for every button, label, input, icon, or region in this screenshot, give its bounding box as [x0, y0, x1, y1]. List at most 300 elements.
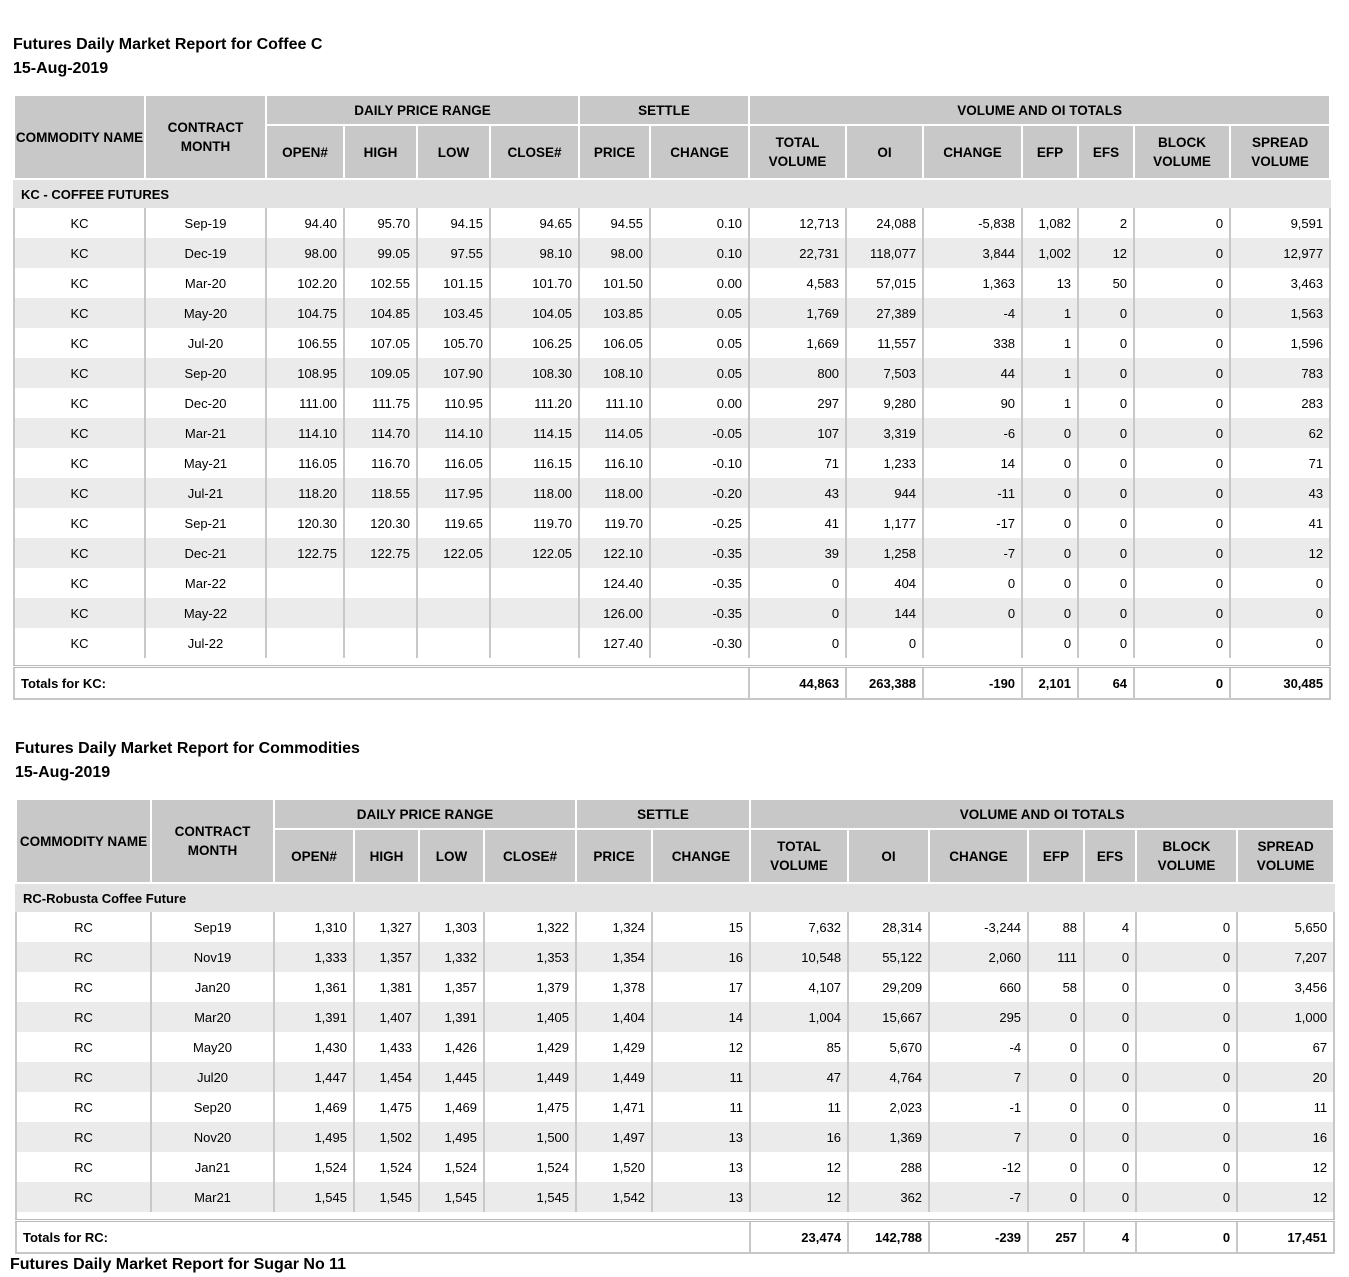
cell-oi-change: -7	[929, 1182, 1028, 1212]
cell-efp: 58	[1028, 972, 1084, 1002]
cell-efp: 111	[1028, 942, 1084, 972]
table-row	[16, 912, 1334, 942]
total-efs: 4	[1084, 1221, 1136, 1254]
cell-settle-change: -0.30	[650, 628, 749, 658]
cell-oi-change: -4	[929, 1032, 1028, 1062]
cell-high: 95.70	[344, 208, 417, 238]
cell-close: 1,429	[484, 1032, 576, 1062]
cell-total-volume: 4,107	[750, 972, 848, 1002]
cell-total-volume: 0	[749, 628, 846, 658]
cell-settle-change: -0.25	[650, 508, 749, 538]
cell-high: 107.05	[344, 328, 417, 358]
cell-oi-change: 44	[923, 358, 1022, 388]
cell-high: 1,475	[354, 1092, 419, 1122]
cell-settle-change: 16	[652, 942, 750, 972]
cell-high: 122.75	[344, 538, 417, 568]
cell-efs: 0	[1078, 358, 1134, 388]
cell-efp: 13	[1022, 268, 1078, 298]
cell-block-volume: 0	[1136, 1182, 1237, 1212]
cell-close: 1,353	[484, 942, 576, 972]
cell-efs: 0	[1078, 598, 1134, 628]
cell-block-volume: 0	[1134, 508, 1230, 538]
total-oi-change: -239	[929, 1221, 1028, 1254]
cell-close: 1,405	[484, 1002, 576, 1032]
cell-settle-price: 118.00	[579, 478, 650, 508]
cell-contract-month: May20	[151, 1032, 274, 1062]
cell-block-volume: 0	[1134, 298, 1230, 328]
cell-commodity: KC	[14, 448, 145, 478]
cell-efp: 0	[1028, 1002, 1084, 1032]
cell-low: 110.95	[417, 388, 490, 418]
cell-oi: 3,319	[846, 418, 923, 448]
cell-spread-volume: 11	[1237, 1092, 1334, 1122]
header-volume-oi-totals: VOLUME AND OI TOTALS	[749, 95, 1330, 125]
report-title-commodities	[15, 737, 360, 785]
cell-open: 1,469	[274, 1092, 354, 1122]
cell-settle-price: 127.40	[579, 628, 650, 658]
cell-contract-month: Dec-19	[145, 238, 266, 268]
cell-spread-volume: 0	[1230, 628, 1330, 658]
cell-efp: 0	[1028, 1062, 1084, 1092]
cell-close: 116.15	[490, 448, 579, 478]
cell-settle-price: 1,404	[576, 1002, 652, 1032]
cell-total-volume: 10,548	[750, 942, 848, 972]
cell-contract-month: May-21	[145, 448, 266, 478]
cell-oi-change: 7	[929, 1122, 1028, 1152]
header-open: OPEN#	[274, 829, 354, 883]
cell-low: 1,332	[419, 942, 484, 972]
cell-oi: 0	[846, 628, 923, 658]
cell-total-volume: 0	[749, 568, 846, 598]
cell-commodity: KC	[14, 298, 145, 328]
cell-commodity: RC	[16, 1002, 151, 1032]
cell-commodity: KC	[14, 268, 145, 298]
cell-low: 1,426	[419, 1032, 484, 1062]
cell-settle-price: 1,449	[576, 1062, 652, 1092]
cell-oi: 11,557	[846, 328, 923, 358]
cell-settle-change: 11	[652, 1092, 750, 1122]
cell-efp: 0	[1022, 448, 1078, 478]
cell-settle-change: -0.35	[650, 598, 749, 628]
cell-settle-price: 106.05	[579, 328, 650, 358]
cell-efs: 0	[1078, 538, 1134, 568]
cell-low: 1,524	[419, 1152, 484, 1182]
cell-settle-price: 116.10	[579, 448, 650, 478]
cell-contract-month: Dec-20	[145, 388, 266, 418]
cell-oi: 57,015	[846, 268, 923, 298]
cell-high: 1,454	[354, 1062, 419, 1092]
cell-settle-price: 122.10	[579, 538, 650, 568]
cell-spread-volume: 3,456	[1237, 972, 1334, 1002]
totals-label: Totals for RC:	[16, 1221, 750, 1254]
cell-total-volume: 12	[750, 1182, 848, 1212]
cell-block-volume: 0	[1136, 1152, 1237, 1182]
header-close: CLOSE#	[490, 125, 579, 179]
cell-block-volume: 0	[1136, 942, 1237, 972]
cell-low: 116.05	[417, 448, 490, 478]
cell-open: 106.55	[266, 328, 344, 358]
table-row	[14, 418, 1330, 448]
cell-spread-volume: 20	[1237, 1062, 1334, 1092]
cell-contract-month: Mar-21	[145, 418, 266, 448]
cell-low: 105.70	[417, 328, 490, 358]
cell-efs: 0	[1078, 448, 1134, 478]
cell-contract-month: Sep-21	[145, 508, 266, 538]
cell-oi-change: 0	[923, 598, 1022, 628]
cell-oi-change: 338	[923, 328, 1022, 358]
cell-block-volume: 0	[1134, 448, 1230, 478]
cell-high: 111.75	[344, 388, 417, 418]
table-row	[16, 1122, 1334, 1152]
cell-open: 1,524	[274, 1152, 354, 1182]
cell-oi: 55,122	[848, 942, 929, 972]
table-row	[14, 628, 1330, 658]
cell-block-volume: 0	[1136, 1122, 1237, 1152]
cell-low: 1,545	[419, 1182, 484, 1212]
cell-contract-month: Sep19	[151, 912, 274, 942]
table-row	[16, 1032, 1334, 1062]
cell-oi-change: 1,363	[923, 268, 1022, 298]
cell-settle-price: 101.50	[579, 268, 650, 298]
cell-efs: 0	[1084, 942, 1136, 972]
cell-spread-volume: 0	[1230, 598, 1330, 628]
cell-commodity: KC	[14, 328, 145, 358]
cell-total-volume: 39	[749, 538, 846, 568]
cell-total-volume: 47	[750, 1062, 848, 1092]
cell-close: 1,475	[484, 1092, 576, 1122]
cell-open: 1,361	[274, 972, 354, 1002]
cell-block-volume: 0	[1134, 388, 1230, 418]
cell-block-volume: 0	[1136, 1032, 1237, 1062]
header-high: HIGH	[354, 829, 419, 883]
cell-oi: 7,503	[846, 358, 923, 388]
cell-efs: 0	[1084, 1062, 1136, 1092]
cell-settle-price: 1,497	[576, 1122, 652, 1152]
cell-spread-volume: 0	[1230, 568, 1330, 598]
cell-efs: 2	[1078, 208, 1134, 238]
cell-settle-change: 13	[652, 1122, 750, 1152]
cell-high	[344, 628, 417, 658]
header-oi: OI	[848, 829, 929, 883]
header-change: CHANGE	[652, 829, 750, 883]
cell-high: 102.55	[344, 268, 417, 298]
total-efp: 257	[1028, 1221, 1084, 1254]
cell-oi-change: -11	[923, 478, 1022, 508]
cell-spread-volume: 41	[1230, 508, 1330, 538]
cell-commodity: KC	[14, 208, 145, 238]
cell-close: 1,449	[484, 1062, 576, 1092]
cell-total-volume: 71	[749, 448, 846, 478]
cell-settle-price: 1,378	[576, 972, 652, 1002]
cell-low	[417, 628, 490, 658]
cell-contract-month: Jul-21	[145, 478, 266, 508]
cell-contract-month: Jan20	[151, 972, 274, 1002]
cell-commodity: RC	[16, 942, 151, 972]
header-block-volume: BLOCK VOLUME	[1134, 125, 1230, 179]
table-row	[16, 942, 1334, 972]
total-spread-volume: 17,451	[1237, 1221, 1334, 1254]
report-date: 15-Aug-2019	[13, 60, 109, 77]
cell-efp: 1	[1022, 388, 1078, 418]
cell-total-volume: 1,004	[750, 1002, 848, 1032]
cell-oi: 144	[846, 598, 923, 628]
header-total-volume: TOTAL VOLUME	[749, 125, 846, 179]
cell-settle-change: 13	[652, 1152, 750, 1182]
cell-settle-price: 124.40	[579, 568, 650, 598]
cell-settle-change: -0.10	[650, 448, 749, 478]
cell-settle-change: 15	[652, 912, 750, 942]
total-oi-change: -190	[923, 667, 1022, 700]
cell-oi: 944	[846, 478, 923, 508]
header-commodity-name: COMMODITY NAME	[14, 95, 145, 179]
cell-spread-volume: 12	[1237, 1152, 1334, 1182]
cell-oi: 404	[846, 568, 923, 598]
robusta-coffee-table	[15, 798, 1335, 1254]
cell-settle-price: 126.00	[579, 598, 650, 628]
cell-spread-volume: 1,596	[1230, 328, 1330, 358]
cell-open: 102.20	[266, 268, 344, 298]
cell-commodity: KC	[14, 478, 145, 508]
cell-settle-price: 1,429	[576, 1032, 652, 1062]
cell-settle-change: 0.05	[650, 298, 749, 328]
cell-oi-change: 660	[929, 972, 1028, 1002]
cell-high: 99.05	[344, 238, 417, 268]
total-efs: 64	[1078, 667, 1134, 700]
table-row	[16, 972, 1334, 1002]
cell-high: 1,407	[354, 1002, 419, 1032]
header-contract-month: CONTRACT MONTH	[145, 95, 266, 179]
total-block-volume: 0	[1136, 1221, 1237, 1254]
cell-commodity: KC	[14, 418, 145, 448]
cell-efs: 0	[1078, 418, 1134, 448]
coffee-c-table	[13, 94, 1331, 700]
cell-high: 114.70	[344, 418, 417, 448]
cell-high	[344, 568, 417, 598]
cell-oi-change: -6	[923, 418, 1022, 448]
cell-efp: 1	[1022, 358, 1078, 388]
header-commodity-name: COMMODITY NAME	[16, 799, 151, 883]
cell-oi-change: -17	[923, 508, 1022, 538]
cell-total-volume: 1,769	[749, 298, 846, 328]
cell-commodity: KC	[14, 568, 145, 598]
cell-settle-change: 0.10	[650, 238, 749, 268]
cell-settle-price: 1,542	[576, 1182, 652, 1212]
cell-total-volume: 41	[749, 508, 846, 538]
cell-contract-month: Mar21	[151, 1182, 274, 1212]
header-efp: EFP	[1022, 125, 1078, 179]
total-volume: 23,474	[750, 1221, 848, 1254]
total-efp: 2,101	[1022, 667, 1078, 700]
cell-low: 119.65	[417, 508, 490, 538]
cell-close: 1,545	[484, 1182, 576, 1212]
cell-low: 1,469	[419, 1092, 484, 1122]
cell-block-volume: 0	[1136, 1092, 1237, 1122]
cell-total-volume: 7,632	[750, 912, 848, 942]
cell-spread-volume: 783	[1230, 358, 1330, 388]
cell-settle-change: 0.00	[650, 388, 749, 418]
cell-low: 1,357	[419, 972, 484, 1002]
cell-open: 1,447	[274, 1062, 354, 1092]
cell-settle-price: 1,354	[576, 942, 652, 972]
totals-row	[16, 1221, 1334, 1254]
cell-efp: 0	[1028, 1092, 1084, 1122]
total-spread-volume: 30,485	[1230, 667, 1330, 700]
cell-block-volume: 0	[1134, 268, 1230, 298]
header-oi-change: CHANGE	[929, 829, 1028, 883]
cell-commodity: RC	[16, 1032, 151, 1062]
cell-close: 106.25	[490, 328, 579, 358]
cell-oi: 118,077	[846, 238, 923, 268]
table-row	[14, 598, 1330, 628]
cell-settle-price: 1,324	[576, 912, 652, 942]
header-oi-change: CHANGE	[923, 125, 1022, 179]
cell-efp: 1,002	[1022, 238, 1078, 268]
cell-high: 1,357	[354, 942, 419, 972]
cell-spread-volume: 12	[1230, 538, 1330, 568]
cell-spread-volume: 16	[1237, 1122, 1334, 1152]
cell-settle-price: 119.70	[579, 508, 650, 538]
section-label: RC-Robusta Coffee Future	[16, 883, 1334, 912]
cell-open: 94.40	[266, 208, 344, 238]
cell-total-volume: 43	[749, 478, 846, 508]
cell-open: 120.30	[266, 508, 344, 538]
cell-high: 1,502	[354, 1122, 419, 1152]
cell-close: 118.00	[490, 478, 579, 508]
cell-total-volume: 12,713	[749, 208, 846, 238]
cell-efs: 4	[1084, 912, 1136, 942]
section-label: KC - COFFEE FUTURES	[14, 179, 1330, 208]
cell-low: 1,495	[419, 1122, 484, 1152]
cell-open	[266, 598, 344, 628]
cell-open	[266, 568, 344, 598]
cell-close	[490, 598, 579, 628]
table-row	[14, 268, 1330, 298]
cell-spread-volume: 62	[1230, 418, 1330, 448]
cell-efs: 0	[1078, 568, 1134, 598]
cell-settle-change: 0.05	[650, 358, 749, 388]
cell-contract-month: Mar-22	[145, 568, 266, 598]
cell-oi: 1,233	[846, 448, 923, 478]
cell-contract-month: Jul-22	[145, 628, 266, 658]
cell-block-volume: 0	[1134, 208, 1230, 238]
cell-settle-price: 108.10	[579, 358, 650, 388]
cell-close: 101.70	[490, 268, 579, 298]
cell-oi: 288	[848, 1152, 929, 1182]
header-low: LOW	[417, 125, 490, 179]
table-row	[14, 448, 1330, 478]
cell-oi-change: -7	[923, 538, 1022, 568]
cell-contract-month: Jan21	[151, 1152, 274, 1182]
cell-oi: 24,088	[846, 208, 923, 238]
cell-commodity: KC	[14, 388, 145, 418]
header-daily-price-range: DAILY PRICE RANGE	[274, 799, 576, 829]
cell-block-volume: 0	[1136, 1062, 1237, 1092]
cell-efs: 0	[1084, 1182, 1136, 1212]
cell-oi-change: 14	[923, 448, 1022, 478]
cell-commodity: RC	[16, 1152, 151, 1182]
cell-efp: 0	[1028, 1182, 1084, 1212]
cell-efp: 0	[1022, 508, 1078, 538]
table-row	[14, 568, 1330, 598]
cell-open: 1,545	[274, 1182, 354, 1212]
cell-oi: 28,314	[848, 912, 929, 942]
table-row	[16, 1062, 1334, 1092]
table-row	[14, 328, 1330, 358]
total-volume: 44,863	[749, 667, 846, 700]
cell-efs: 0	[1078, 328, 1134, 358]
header-efs: EFS	[1078, 125, 1134, 179]
cell-open: 1,391	[274, 1002, 354, 1032]
header-close: CLOSE#	[484, 829, 576, 883]
cell-efs: 12	[1078, 238, 1134, 268]
table-row	[16, 1152, 1334, 1182]
cell-commodity: RC	[16, 972, 151, 1002]
cell-total-volume: 12	[750, 1152, 848, 1182]
header-settle: SETTLE	[576, 799, 750, 829]
cell-settle-change: 0.00	[650, 268, 749, 298]
cell-high: 1,433	[354, 1032, 419, 1062]
cell-open: 1,333	[274, 942, 354, 972]
cell-oi: 5,670	[848, 1032, 929, 1062]
header-high: HIGH	[344, 125, 417, 179]
cell-efs: 50	[1078, 268, 1134, 298]
cell-low	[417, 598, 490, 628]
cell-total-volume: 800	[749, 358, 846, 388]
cell-close: 98.10	[490, 238, 579, 268]
cell-oi: 362	[848, 1182, 929, 1212]
cell-high: 118.55	[344, 478, 417, 508]
cell-efs: 0	[1084, 1152, 1136, 1182]
cell-block-volume: 0	[1136, 1002, 1237, 1032]
cell-low: 1,445	[419, 1062, 484, 1092]
cell-open: 108.95	[266, 358, 344, 388]
cell-settle-change: -0.20	[650, 478, 749, 508]
cell-oi: 29,209	[848, 972, 929, 1002]
cell-settle-price: 98.00	[579, 238, 650, 268]
cell-block-volume: 0	[1134, 238, 1230, 268]
cell-low: 114.10	[417, 418, 490, 448]
table-row	[16, 1182, 1334, 1212]
cell-efp: 0	[1022, 538, 1078, 568]
cell-close: 114.15	[490, 418, 579, 448]
cell-oi-change: 90	[923, 388, 1022, 418]
cell-commodity: RC	[16, 1092, 151, 1122]
cell-low: 1,391	[419, 1002, 484, 1032]
header-change: CHANGE	[650, 125, 749, 179]
cell-total-volume: 22,731	[749, 238, 846, 268]
table-row	[14, 388, 1330, 418]
table-row	[16, 1092, 1334, 1122]
cell-oi: 1,177	[846, 508, 923, 538]
cell-close: 119.70	[490, 508, 579, 538]
cell-efs: 0	[1084, 1092, 1136, 1122]
cell-contract-month: Sep-20	[145, 358, 266, 388]
cell-total-volume: 0	[749, 598, 846, 628]
cell-commodity: KC	[14, 358, 145, 388]
table-row	[16, 1002, 1334, 1032]
table-row	[14, 298, 1330, 328]
cell-oi: 27,389	[846, 298, 923, 328]
cell-spread-volume: 7,207	[1237, 942, 1334, 972]
cell-close: 1,524	[484, 1152, 576, 1182]
cell-open: 98.00	[266, 238, 344, 268]
cell-settle-price: 103.85	[579, 298, 650, 328]
cell-oi-change: 2,060	[929, 942, 1028, 972]
cell-settle-change: 14	[652, 1002, 750, 1032]
cell-efp: 0	[1022, 418, 1078, 448]
cell-open: 122.75	[266, 538, 344, 568]
cell-commodity: KC	[14, 598, 145, 628]
